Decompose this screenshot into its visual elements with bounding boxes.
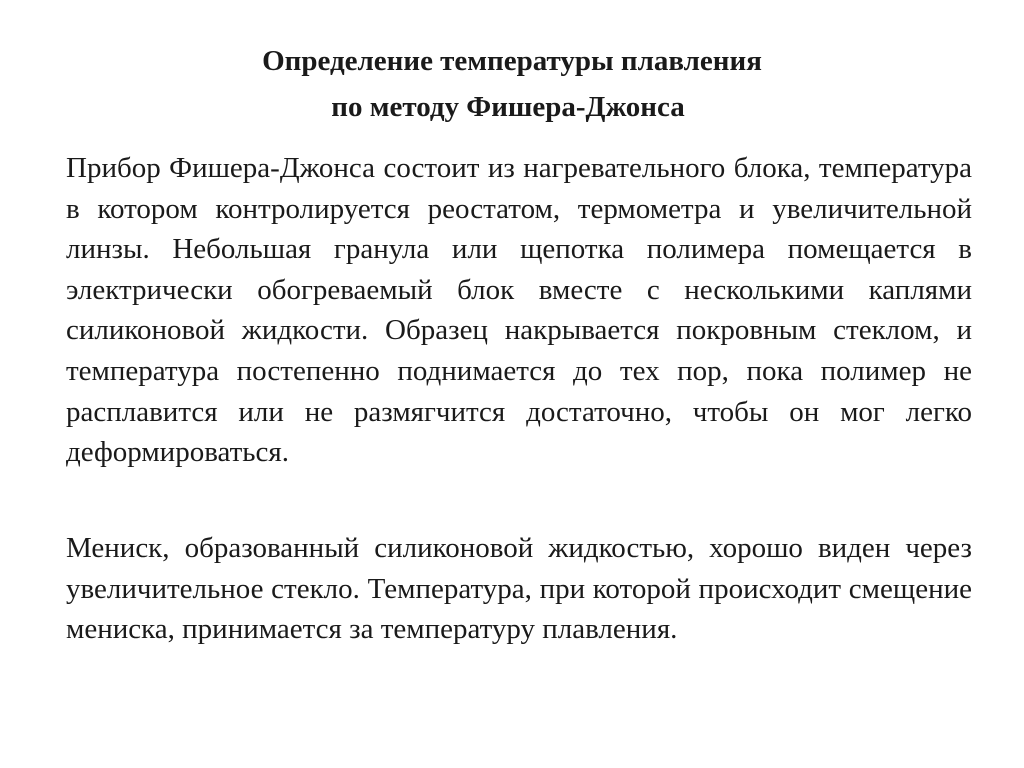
slide-title (0, 38, 1024, 130)
title-line-1: Определение температуры плавления (262, 45, 762, 77)
paragraph-text: Прибор Фишера-Джонса состоит из нагревательного блока, температура в котором контролируется реостатом, термометра и увеличительной линзы. Небольшая гранула или щепотка полимера помещается в электрически обогреваемый блок вместе с несколькими каплями силиконовой жидкости. Образец накрывается покровным стеклом, и температура постепенно поднимается до тех пор, пока полимер не расплавится или не размягчится достаточно, чтобы он мог легко деформироваться. (66, 152, 972, 469)
title-line-2: по методу Фишера-Джонса (331, 91, 685, 123)
paragraph-text: Мениск, образованный силиконовой жидкостью, хорошо виден через увеличительное стекло. Температура, при которой происходит смещение мениска, принимается за температуру плавления. (66, 532, 972, 646)
body-paragraph-1 (66, 148, 972, 473)
body-paragraph-2 (66, 528, 972, 650)
